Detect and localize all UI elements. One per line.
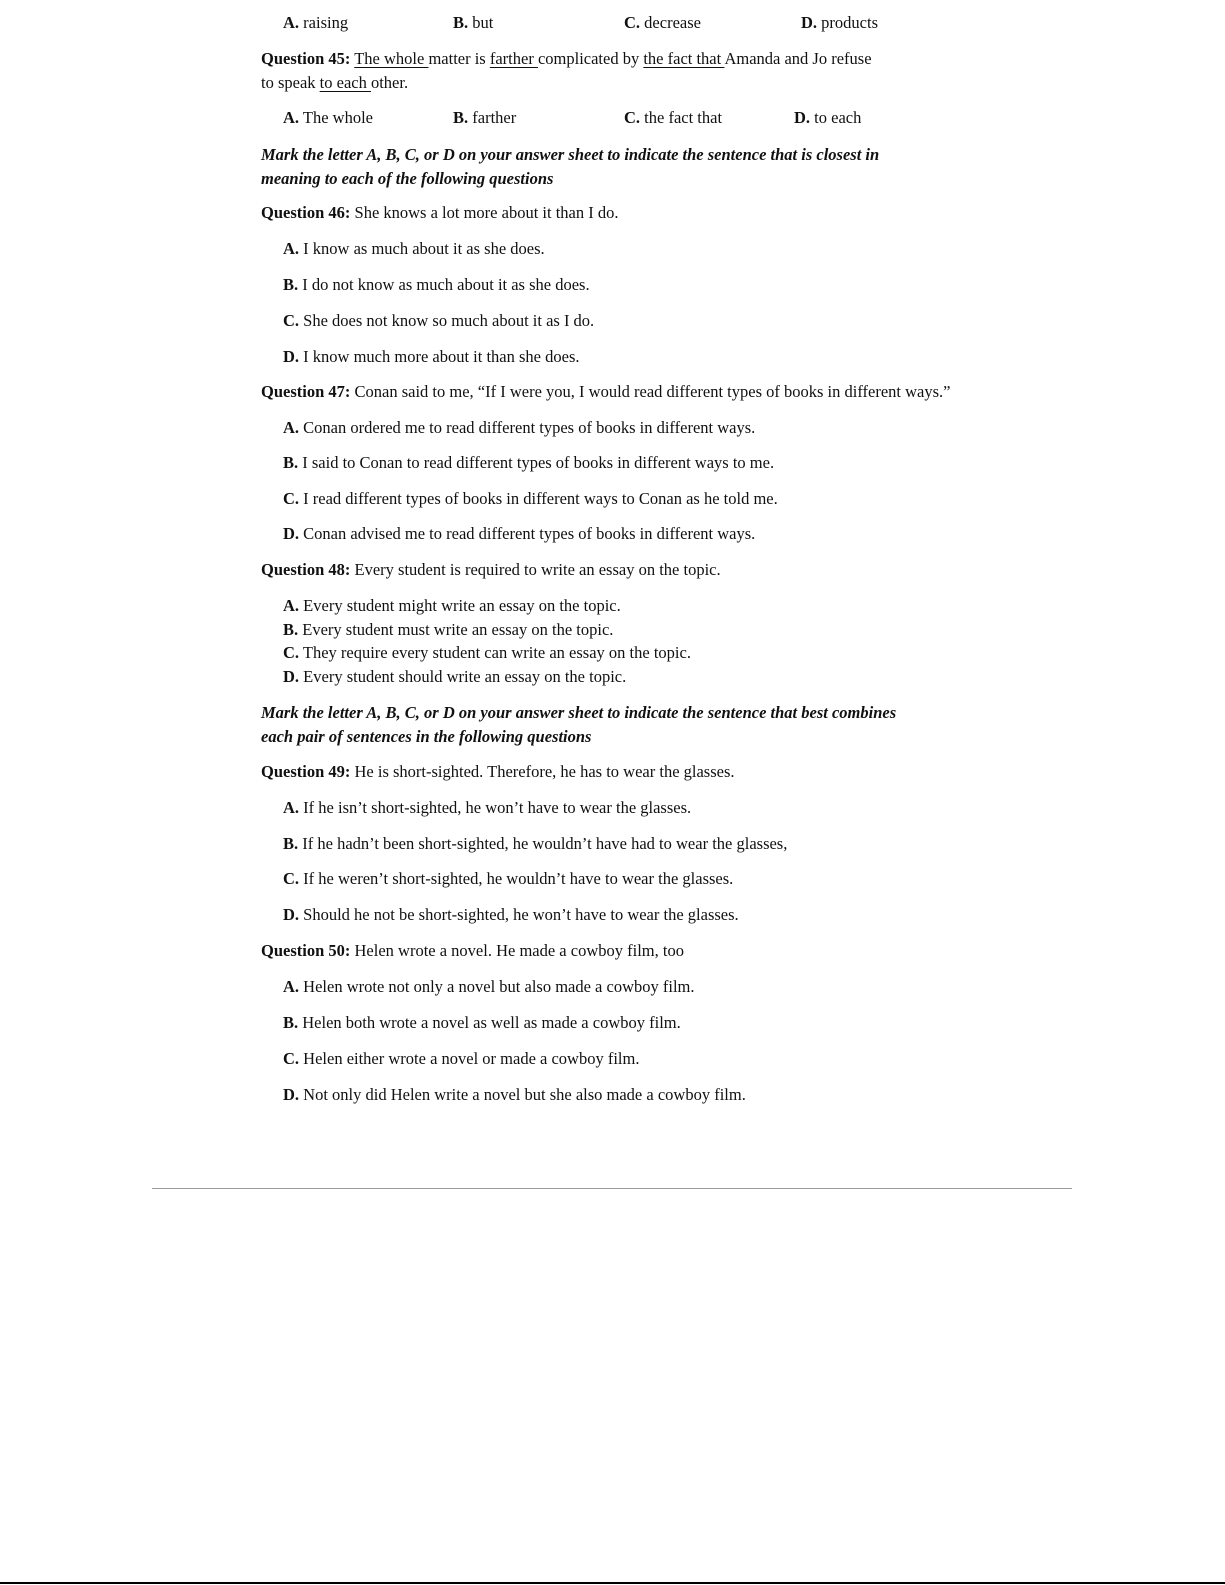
q50-option-c: C. Helen either wrote a novel or made a cowboy film. [283, 1049, 640, 1068]
q45-option-c: C. the fact that [624, 108, 723, 127]
q45-stem-line2: to speak to each other. [261, 73, 409, 92]
q49-option-a: A. If he isn’t short-sighted, he won’t have to wear the glasses. [283, 798, 692, 817]
q45-underlined-b: farther [489, 49, 538, 68]
q48-option-d: D. Every student should write an essay on the topic. [283, 667, 627, 686]
q45-underlined-a: The whole [354, 49, 429, 68]
q45-stem-line1: Question 45: The whole matter is farther complicated by the fact that Amanda and Jo refuse [261, 49, 872, 68]
q48-stem: Question 48: Every student is required to write an essay on the topic. [261, 560, 721, 579]
q46-option-a: A. I know as much about it as she does. [283, 239, 545, 258]
q50-option-b: B. Helen both wrote a novel as well as made a cowboy film. [283, 1013, 681, 1032]
instruction-best-combines-line1: Mark the letter A, B, C, or D on your answer sheet to indicate the sentence that best combines [261, 703, 897, 722]
q47-option-a: A. Conan ordered me to read different types of books in different ways. [283, 418, 756, 437]
instruction-closest-meaning-line2: meaning to each of the following questions [261, 169, 554, 188]
q48-option-b: B. Every student must write an essay on the topic. [283, 620, 614, 639]
q44-option-b: B. but [453, 13, 494, 32]
q49-option-c: C. If he weren’t short-sighted, he wouldn’t have to wear the glasses. [283, 869, 734, 888]
q46-option-c: C. She does not know so much about it as I do. [283, 311, 595, 330]
q50-option-a: A. Helen wrote not only a novel but also made a cowboy film. [283, 977, 695, 996]
q49-option-b: B. If he hadn’t been short-sighted, he wouldn’t have had to wear the glasses, [283, 834, 788, 853]
q44-option-d: D. products [801, 13, 878, 32]
q47-option-d: D. Conan advised me to read different types of books in different ways. [283, 524, 756, 543]
q47-option-b: B. I said to Conan to read different types of books in different ways to me. [283, 453, 775, 472]
q46-option-b: B. I do not know as much about it as she does. [283, 275, 590, 294]
q45-underlined-d: to each [319, 73, 371, 92]
q48-option-c: C. They require every student can write an essay on the topic. [283, 643, 691, 662]
q50-stem: Question 50: Helen wrote a novel. He made a cowboy film, too [261, 941, 684, 960]
q44-option-c: C. decrease [624, 13, 701, 32]
q48-option-a: A. Every student might write an essay on the topic. [283, 596, 621, 615]
q45-option-a: A. The whole [283, 108, 373, 127]
q50-option-d: D. Not only did Helen write a novel but she also made a cowboy film. [283, 1085, 746, 1104]
footer-divider [152, 1188, 1072, 1189]
q45-underlined-c: the fact that [643, 49, 725, 68]
q47-stem: Question 47: Conan said to me, “If I were you, I would read different types of books in different ways.” [261, 382, 951, 401]
q46-stem: Question 46: She knows a lot more about it than I do. [261, 203, 619, 222]
q45-label: Question 45: [261, 49, 351, 68]
q44-option-a: A. raising [283, 13, 349, 32]
q49-option-d: D. Should he not be short-sighted, he won’t have to wear the glasses. [283, 905, 739, 924]
q45-option-b: B. farther [453, 108, 517, 127]
q46-option-d: D. I know much more about it than she does. [283, 347, 580, 366]
q45-option-d: D. to each [794, 108, 862, 127]
page-bottom-border [0, 1582, 1225, 1584]
instruction-best-combines-line2: each pair of sentences in the following questions [261, 727, 592, 746]
instruction-closest-meaning-line1: Mark the letter A, B, C, or D on your answer sheet to indicate the sentence that is closest in [261, 145, 880, 164]
q47-option-c: C. I read different types of books in different ways to Conan as he told me. [283, 489, 778, 508]
q49-stem: Question 49: He is short-sighted. Therefore, he has to wear the glasses. [261, 762, 735, 781]
